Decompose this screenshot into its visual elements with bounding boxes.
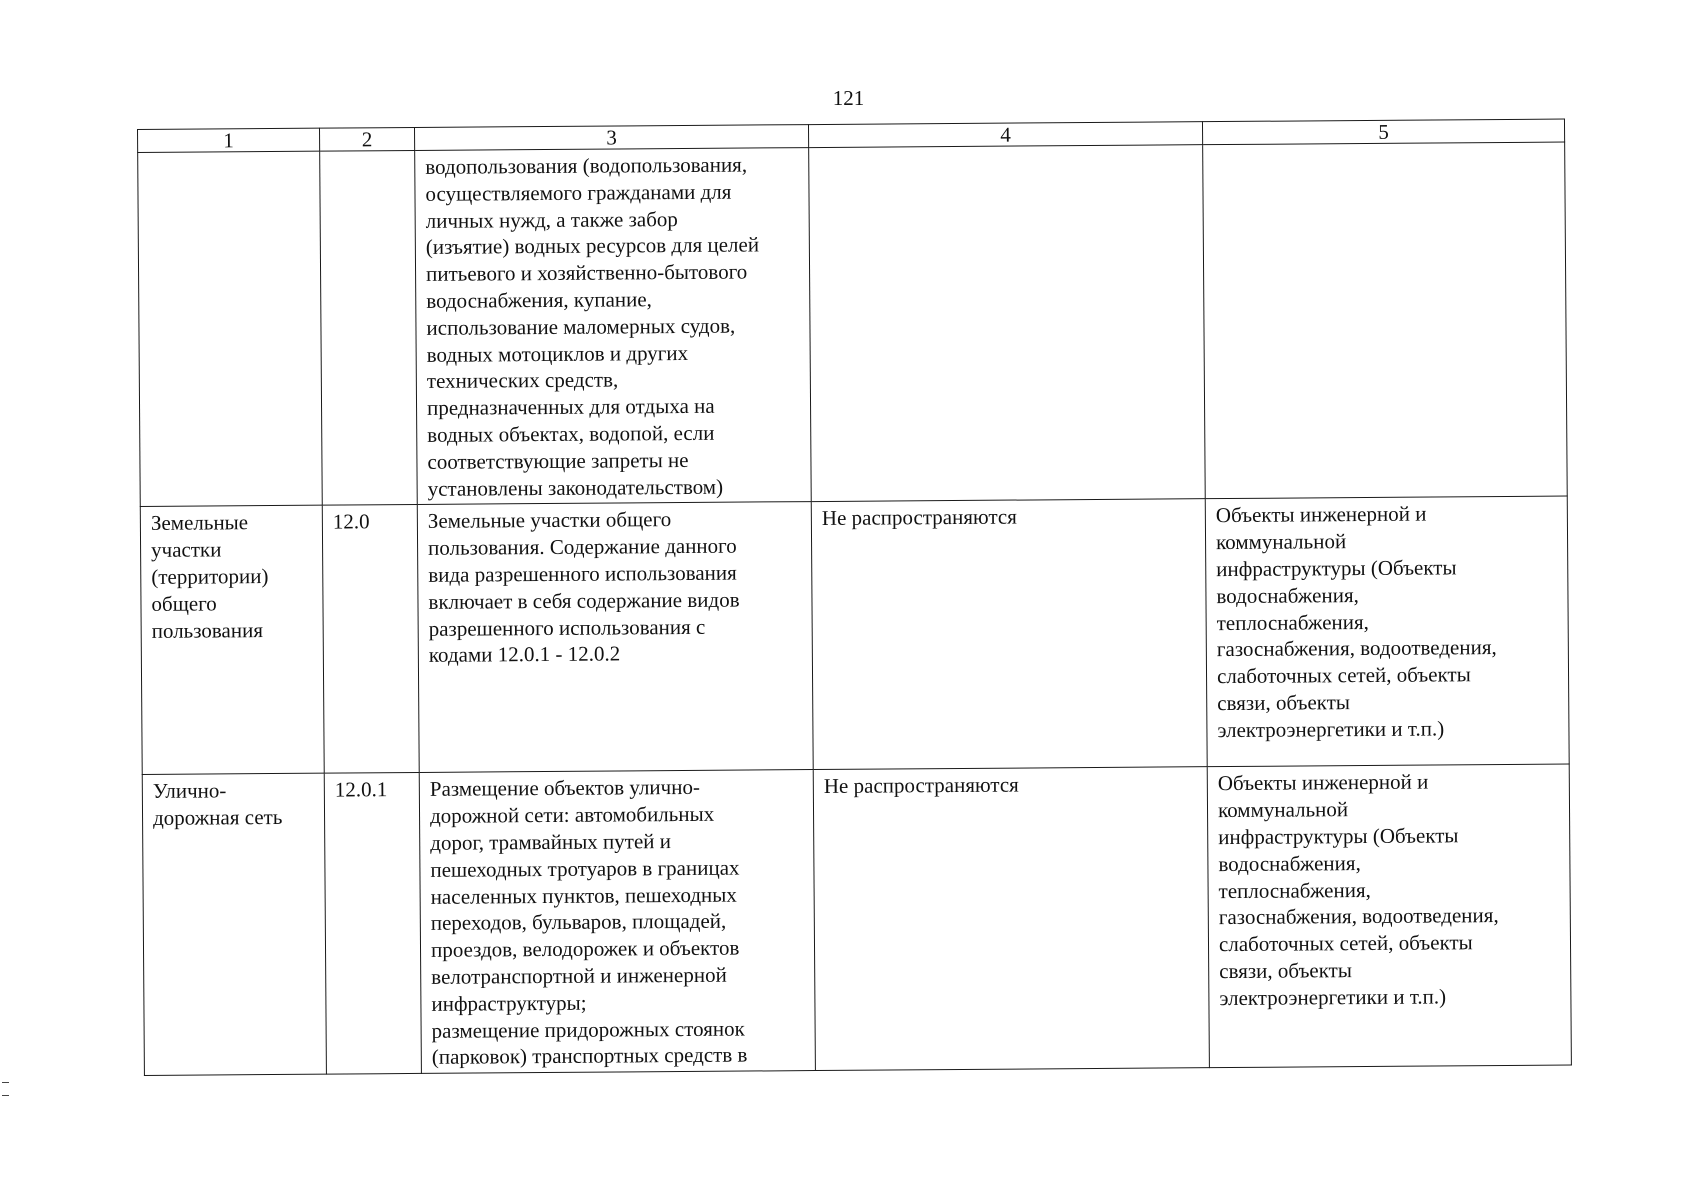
column-header: 4 — [808, 122, 1202, 148]
use-description-cell: водопользования (водопользования, осуществляемого гражданами для личных нужд, а также забор (изъятие) водных ресурсов для целей питьевого и хозяйственно-бытового водоснабжения, купание, использование маломерных судов, водных мотоциклов и других технических средств, предназначенных для отдыха на водных объектах, водопой, если соответствующие запреты не установлены законодательством) — [415, 148, 812, 505]
auxiliary-use-cell: Объекты инженерной и коммунальной инфраструктуры (Объекты водоснабжения, теплоснабжения, газоснабжения, водоотведения, слаботочных сетей, объекты связи, объекты электроэнергетики и т.п.) — [1207, 764, 1571, 1067]
column-header: 3 — [414, 125, 808, 151]
table-row — [142, 764, 1571, 1075]
use-name-cell: Улично- дорожная сеть — [142, 774, 326, 1076]
column-header: 5 — [1202, 119, 1564, 145]
use-code-cell: 12.0 — [322, 505, 419, 774]
table-row — [138, 142, 1568, 507]
use-code-cell: 12.0.1 — [324, 773, 421, 1074]
column-header: 2 — [319, 127, 414, 151]
use-code-cell — [320, 150, 418, 505]
conditional-use-cell: Не распространяются — [813, 767, 1209, 1071]
use-name-cell: Земельные участки (территории) общего пользования — [140, 506, 324, 775]
column-header: 1 — [138, 128, 320, 152]
page-number: 121 — [832, 86, 865, 110]
conditional-use-cell — [809, 145, 1206, 502]
auxiliary-use-cell: Объекты инженерной и коммунальной инфраструктуры (Объекты водоснабжения, теплоснабжения, газоснабжения, водоотведения, слаботочных сетей, объекты связи, объекты электроэнергетики и т.п.) — [1205, 496, 1569, 767]
use-description-cell: Земельные участки общего пользования. Содержание данного вида разрешенного использования включает в себя содержание видов разрешенного использования с кодами 12.0.1 - 12.0.2 — [417, 502, 813, 773]
table-row — [140, 496, 1569, 774]
land-use-table — [137, 119, 1572, 1077]
use-description-cell: Размещение объектов улично- дорожной сети: автомобильных дорог, трамвайных путей и пешеходных тротуаров в границах населенных пунктов, пешеходных переходов, бульваров, площадей, проездов, велодорожек и объектов велотранспортной и инженерной инфраструктуры; размещение придорожных стоянок (парковок) транспортных средств в — [419, 770, 815, 1074]
use-name-cell — [138, 151, 323, 507]
scan-margin-mark — [2, 1082, 9, 1096]
conditional-use-cell: Не распространяются — [811, 499, 1207, 770]
auxiliary-use-cell — [1203, 142, 1568, 499]
